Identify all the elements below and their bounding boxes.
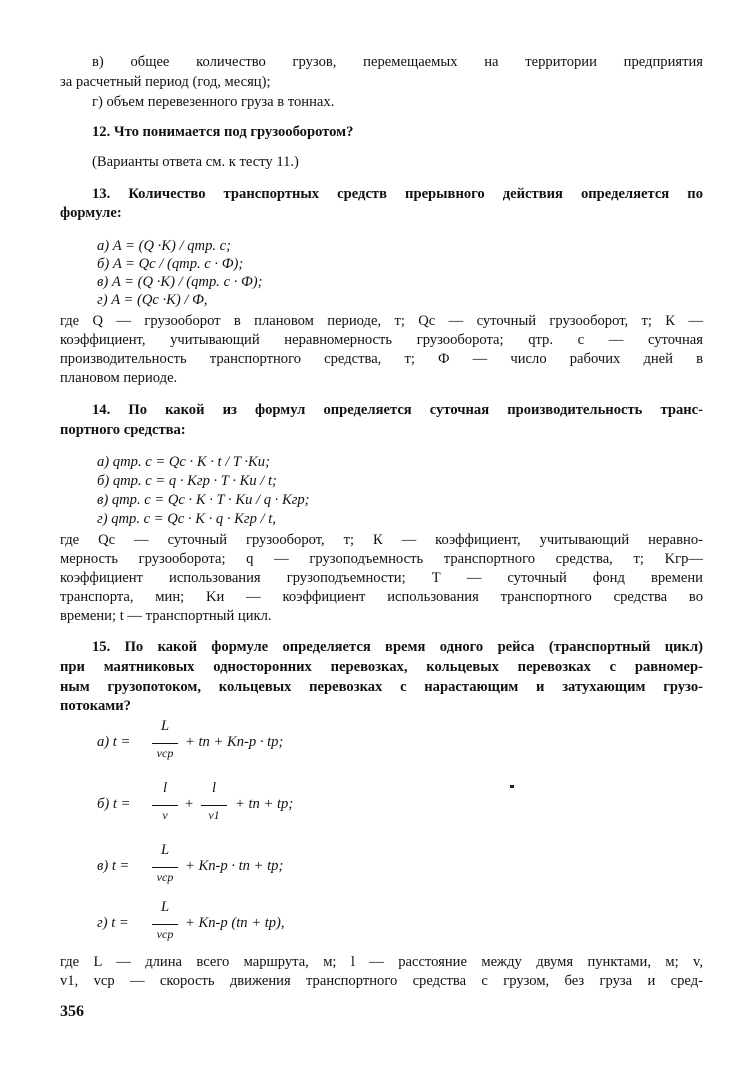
formula-label: в) t = [97, 858, 130, 874]
formula-13a: а) A = (Q ·K) / qтр. с; [97, 238, 232, 254]
formula-label: а) t = [97, 734, 131, 750]
fraction-numerator: L [160, 718, 170, 734]
fraction-denominator: v [162, 808, 168, 822]
text-line: г) объем перевезенного груза в тоннах. [92, 94, 335, 110]
fraction-bar [152, 805, 178, 806]
fraction-bar [152, 743, 178, 744]
formula-rest: + Kп-р (tп + tр), [185, 915, 285, 931]
formula-13d: г) A = (Qс ·K) / Ф, [97, 292, 208, 308]
text-line: в) общее количество грузов, перемещаемых на территории предприятия [92, 54, 703, 70]
question-13: 13. Количество транспортных средств прерывного действия определяется по [92, 186, 703, 202]
definition-line: производительность транспортного средства, т; Ф — число рабочих дней в [60, 351, 703, 367]
formula-rest: + tп + Kп-р · tр; [185, 734, 284, 750]
question-12-note: (Варианты ответа см. к тесту 11.) [92, 154, 299, 170]
formula-14c: в) qтр. с = Qс · K · T · Kи / q · Kгр; [97, 492, 310, 508]
formula-14d: г) qтр. с = Qс · K · q · Kгр / t, [97, 511, 276, 527]
fraction-denominator: v1 [208, 808, 220, 822]
formula-15b [97, 780, 337, 830]
formula-rest: + Kп-р · tп + tр; [185, 858, 284, 874]
fraction-numerator: l [162, 780, 168, 796]
formula-13c: в) A = (Q ·K) / (qтр. с · Ф); [97, 274, 263, 290]
question-14: 14. По какой из формул определяется суточная производительность транс- [92, 402, 703, 418]
question-15: при маятниковых односторонних перевозках, кольцевых перевозках с равномер- [60, 659, 703, 675]
question-15: потоками? [60, 698, 131, 714]
definition-line: коэффициент, учитывающий неравномерность грузооборота; qтр. с — суточная [60, 332, 703, 348]
definition-line: времени; t — транспортный цикл. [60, 608, 272, 624]
definition-line: плановом периоде. [60, 370, 178, 386]
fraction-bar [152, 924, 178, 925]
fraction-bar [152, 867, 178, 868]
scan-speck [510, 785, 514, 788]
definition-line: где L — длина всего маршрута, м; l — расстояние между двумя пунктами, м; v, [60, 954, 703, 970]
fraction-denominator: vср [156, 927, 174, 941]
definition-line: коэффициент использования грузоподъемности; Т — суточный фонд времени [60, 570, 703, 586]
plus-sign: + [185, 796, 194, 812]
formula-14b: б) qтр. с = q · Kгр · T · Kи / t; [97, 473, 277, 489]
formula-rest: + tп + tр; [235, 796, 294, 812]
formula-15a [97, 718, 337, 768]
question-15: 15. По какой формуле определяется время одного рейса (транспортный цикл) [92, 639, 703, 655]
formula-13b: б) A = Qс / (qтр. с · Ф); [97, 256, 244, 272]
fraction-denominator: vср [156, 746, 174, 760]
fraction-numerator: l [211, 780, 217, 796]
definition-line: мерность грузооборота; q — грузоподъемность транспортного средства, т; Kгр— [60, 551, 703, 567]
fraction-denominator: vср [156, 870, 174, 884]
definition-line: v1, vср — скорость движения транспортного средства с грузом, без груза и сред- [60, 973, 703, 989]
question-14: портного средства: [60, 422, 186, 438]
definition-line: где Qс — суточный грузооборот, т; К — коэффициент, учитывающий неравно- [60, 532, 703, 548]
formula-label: г) t = [97, 915, 129, 931]
text-line: за расчетный период (год, месяц); [60, 74, 271, 90]
fraction-bar [201, 805, 227, 806]
page-number: 356 [60, 1003, 84, 1020]
question-12: 12. Что понимается под грузооборотом? [92, 124, 354, 140]
fraction-numerator: L [160, 842, 170, 858]
formula-label: б) t = [97, 796, 131, 812]
definition-line: транспорта, мин; Kи — коэффициент использования транспортного средства во [60, 589, 703, 605]
definition-line: где Q — грузооборот в плановом периоде, т; Qс — суточный грузооборот, т; К — [60, 313, 703, 329]
fraction-numerator: L [160, 899, 170, 915]
formula-14a: а) qтр. с = Qс · K · t / T ·Kи; [97, 454, 270, 470]
question-15: ным грузопотоком, кольцевых перевозках с нарастающим и затухающим грузо- [60, 679, 703, 695]
question-13: формуле: [60, 205, 122, 221]
formula-15d [97, 899, 337, 949]
formula-15c [97, 842, 337, 892]
